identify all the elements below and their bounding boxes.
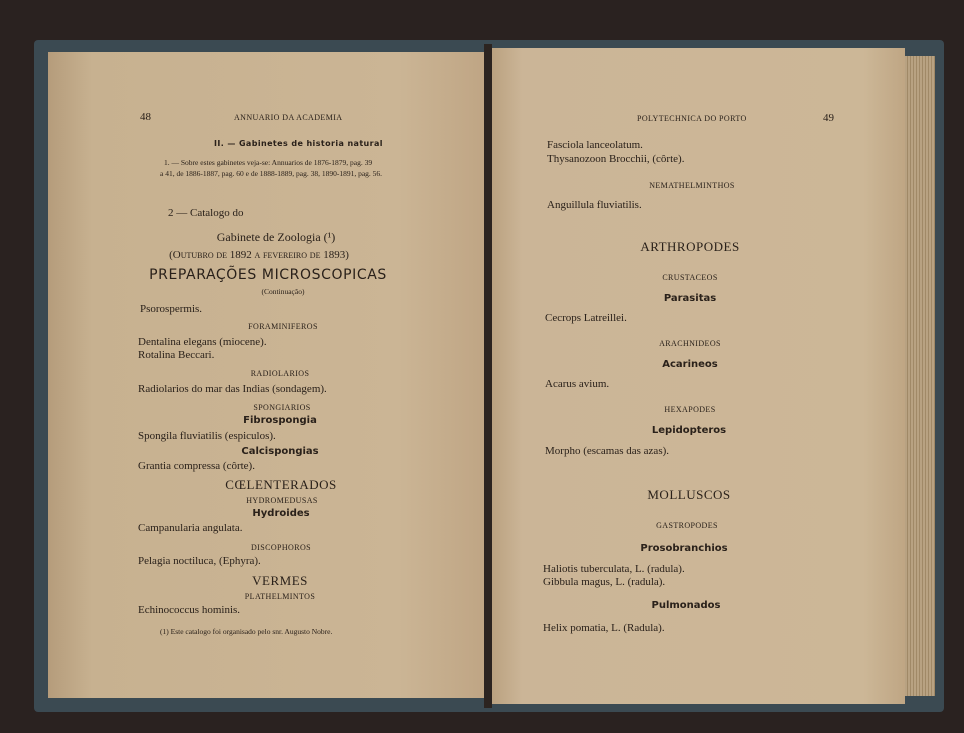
list-item: Fasciola lanceolatum.: [547, 139, 643, 151]
list-item: Thysanozoon Brocchii, (côrte).: [547, 153, 685, 165]
page-number: 49: [823, 112, 834, 124]
book-gutter: [484, 44, 492, 708]
running-head: ANNUARIO DA ACADEMIA: [234, 113, 343, 122]
phylum-heading: MOLLUSCOS: [647, 487, 731, 502]
subgroup-heading: Fibrospongia: [243, 415, 317, 426]
list-item: Campanularia angulata.: [138, 522, 243, 534]
subgroup-heading: Parasitas: [663, 293, 717, 304]
list-item: Helix pomatia, L. (Radula).: [543, 622, 665, 634]
section-title: II. — Gabinetes de historia natural: [214, 139, 383, 148]
group-heading: HEXAPODES: [664, 405, 716, 414]
right-page: [489, 48, 905, 704]
group-heading: HYDROMEDUSAS: [246, 496, 318, 505]
catalog-dates: (Outubro de 1892 a fevereiro de 1893): [169, 249, 349, 261]
footnote: (1) Este catalogo foi organisado pelo snr. Augusto Nobre.: [160, 627, 333, 636]
list-item: Gibbula magus, L. (radula).: [543, 576, 666, 588]
subgroup-heading: Hydroides: [252, 508, 310, 519]
catalog-intro: 2 — Catalogo do: [168, 207, 244, 219]
catalog-title: Gabinete de Zoologia (¹): [216, 230, 336, 244]
list-item: Dentalina elegans (miocene).: [138, 336, 267, 348]
note-line: 1. — Sobre estes gabinetes veja-se: Annuarios de 1876-1879, pag. 39: [164, 158, 373, 167]
phylum-heading: ARTHROPODES: [640, 239, 740, 254]
list-item: Radiolarios do mar das Indias (sondagem).: [138, 383, 327, 395]
list-item: Rotalina Beccari.: [138, 349, 215, 361]
list-item: Pelagia noctiluca, (Ephyra).: [138, 555, 261, 567]
list-item: Grantia compressa (côrte).: [138, 460, 255, 472]
continuation: (Continuação): [261, 287, 305, 296]
page-number: 48: [140, 111, 151, 123]
subgroup-heading: Prosobranchios: [640, 543, 728, 554]
subgroup-heading: Calcispongias: [241, 446, 319, 457]
phylum-heading: CŒLENTERADOS: [225, 477, 337, 492]
list-item: Anguillula fluviatilis.: [547, 199, 642, 211]
group-heading: CRUSTACEOS: [662, 273, 718, 282]
group-heading: DISCOPHOROS: [251, 543, 311, 552]
running-head: POLYTECHNICA DO PORTO: [637, 114, 747, 123]
left-page: [48, 52, 486, 698]
subgroup-heading: Lepidopteros: [651, 425, 727, 436]
list-item: Echinococcus hominis.: [138, 604, 241, 616]
list-item: Cecrops Latreillei.: [545, 312, 627, 324]
list-item: Morpho (escamas das azas).: [545, 445, 670, 457]
list-item: Acarus avium.: [545, 378, 610, 390]
group-heading: ARACHNIDEOS: [659, 339, 721, 348]
catalog-heading: PREPARAÇÕES MICROSCOPICAS: [149, 267, 387, 283]
group-heading: SPONGIARIOS: [253, 403, 311, 412]
list-item: Psorospermis.: [140, 303, 203, 315]
note-line: a 41, de 1886-1887, pag. 60 e de 1888-1889, pag. 38, 1890-1891, pag. 56.: [160, 169, 383, 178]
group-heading: PLATHELMINTOS: [244, 592, 316, 601]
group-heading: RADIOLARIOS: [250, 369, 310, 378]
phylum-heading: VERMES: [252, 573, 308, 588]
group-heading: FORAMINIFEROS: [248, 322, 318, 331]
page-edges: [905, 56, 935, 696]
group-heading: NEMATHELMINTHOS: [649, 181, 735, 190]
group-heading: GASTROPODES: [656, 521, 718, 530]
subgroup-heading: Acarineos: [662, 359, 718, 370]
subgroup-heading: Pulmonados: [651, 600, 721, 611]
list-item: Spongila fluviatilis (espiculos).: [138, 430, 276, 442]
list-item: Haliotis tuberculata, L. (radula).: [543, 563, 685, 575]
